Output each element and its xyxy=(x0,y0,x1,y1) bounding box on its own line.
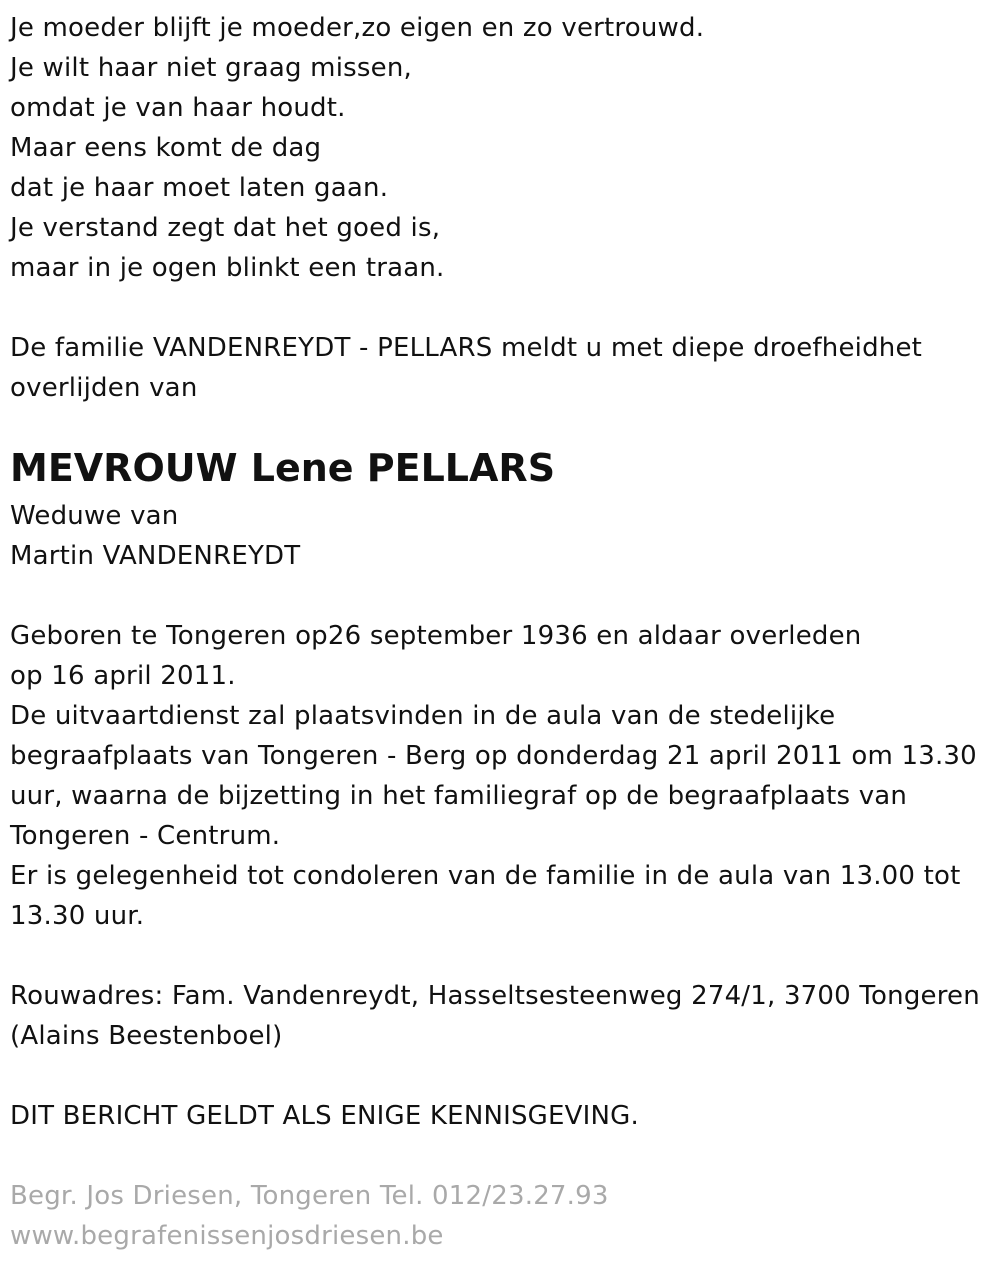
details xyxy=(10,616,1000,936)
relation-line: Weduwe van xyxy=(10,501,179,531)
sole-notice: DIT BERICHT GELDT ALS ENIGE KENNISGEVING. xyxy=(10,1101,639,1131)
details-line: Er is gelegenheid tot condoleren van de familie in de aula van 13.00 tot xyxy=(10,861,961,891)
announcement-line: De familie VANDENREYDT - PELLARS meldt u met diepe droefheidhet xyxy=(10,333,923,363)
mourning-address xyxy=(10,976,1000,1056)
details-line: Tongeren - Centrum. xyxy=(10,821,281,851)
details-line: op 16 april 2011. xyxy=(10,661,236,691)
details-line: 13.30 uur. xyxy=(10,901,145,931)
poem-line: omdat je van haar houdt. xyxy=(10,93,346,123)
poem-line: maar in je ogen blinkt een traan. xyxy=(10,253,445,283)
spacer xyxy=(10,408,1000,440)
relation-line: Martin VANDENREYDT xyxy=(10,541,301,571)
funeral-home-footer xyxy=(10,1176,1000,1256)
announcement-line: overlijden van xyxy=(10,373,198,403)
spacer xyxy=(10,1136,1000,1176)
poem-line: Je wilt haar niet graag missen, xyxy=(10,53,412,83)
address-line: (Alains Beestenboel) xyxy=(10,1021,283,1051)
spacer xyxy=(10,288,1000,328)
funeral-home-website: www.begrafenissenjosdriesen.be xyxy=(10,1221,444,1251)
details-line: begraafplaats van Tongeren - Berg op donderdag 21 april 2011 om 13.30 xyxy=(10,741,977,771)
address-line: Rouwadres: Fam. Vandenreydt, Hasseltsesteenweg 274/1, 3700 Tongeren xyxy=(10,981,980,1011)
deceased-relation xyxy=(10,496,1000,576)
announcement xyxy=(10,328,1000,408)
details-line: Geboren te Tongeren op26 september 1936 en aldaar overleden xyxy=(10,621,862,651)
deceased-name: MEVROUW Lene PELLARS xyxy=(10,446,556,490)
poem-line: dat je haar moet laten gaan. xyxy=(10,173,389,203)
poem-line: Maar eens komt de dag xyxy=(10,133,322,163)
poem xyxy=(10,8,1000,288)
details-line: uur, waarna de bijzetting in het familiegraf op de begraafplaats van xyxy=(10,781,908,811)
spacer xyxy=(10,576,1000,616)
spacer xyxy=(10,936,1000,976)
spacer xyxy=(10,1056,1000,1096)
poem-line: Je verstand zegt dat het goed is, xyxy=(10,213,441,243)
poem-line: Je moeder blijft je moeder,zo eigen en zo vertrouwd. xyxy=(10,13,705,43)
details-line: De uitvaartdienst zal plaatsvinden in de aula van de stedelijke xyxy=(10,701,836,731)
funeral-home-contact: Begr. Jos Driesen, Tongeren Tel. 012/23.27.93 xyxy=(10,1181,609,1211)
